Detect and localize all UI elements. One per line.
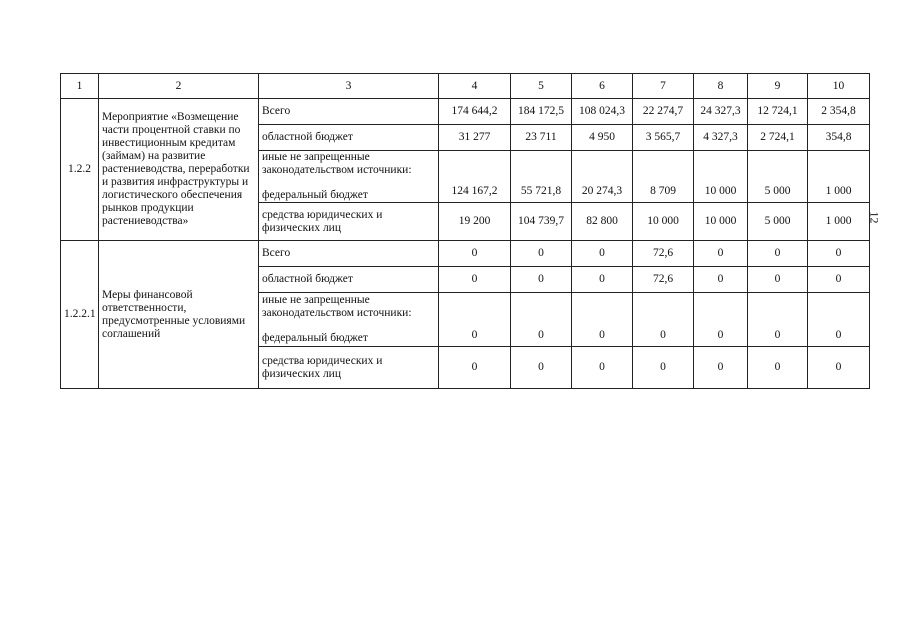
value-cell: 23 711 bbox=[511, 125, 572, 151]
source-label: Всего bbox=[259, 99, 439, 125]
value-cell: 10 000 bbox=[633, 203, 694, 241]
col-header-3: 3 bbox=[259, 74, 439, 99]
col-header-7: 7 bbox=[633, 74, 694, 99]
budget-table bbox=[60, 73, 870, 389]
value-cell: 0 bbox=[633, 347, 694, 389]
value-cell: 0 bbox=[439, 241, 511, 267]
value-cell: 1 000 bbox=[808, 151, 870, 203]
value-cell: 0 bbox=[748, 241, 808, 267]
value-cell: 24 327,3 bbox=[694, 99, 748, 125]
value-cell: 0 bbox=[694, 293, 748, 347]
other-sources-header: иные не запрещенные законодательством источники: bbox=[262, 294, 412, 319]
value-cell: 19 200 bbox=[439, 203, 511, 241]
value-cell: 0 bbox=[572, 267, 633, 293]
source-label: областной бюджет bbox=[259, 125, 439, 151]
page-number: 12 bbox=[867, 211, 882, 224]
col-header-2: 2 bbox=[99, 74, 259, 99]
value-cell: 0 bbox=[572, 347, 633, 389]
table-row bbox=[61, 99, 870, 125]
col-header-6: 6 bbox=[572, 74, 633, 99]
value-cell: 184 172,5 bbox=[511, 99, 572, 125]
value-cell: 0 bbox=[694, 241, 748, 267]
value-cell: 72,6 bbox=[633, 241, 694, 267]
value-cell: 0 bbox=[511, 347, 572, 389]
header-row bbox=[61, 74, 870, 99]
value-cell: 2 354,8 bbox=[808, 99, 870, 125]
value-cell: 55 721,8 bbox=[511, 151, 572, 203]
value-cell: 0 bbox=[572, 293, 633, 347]
value-cell: 0 bbox=[748, 267, 808, 293]
value-cell: 10 000 bbox=[694, 151, 748, 203]
value-cell: 124 167,2 bbox=[439, 151, 511, 203]
value-cell: 0 bbox=[808, 293, 870, 347]
value-cell: 22 274,7 bbox=[633, 99, 694, 125]
value-cell: 4 950 bbox=[572, 125, 633, 151]
value-cell: 0 bbox=[439, 347, 511, 389]
source-label-group bbox=[259, 293, 439, 347]
value-cell: 0 bbox=[808, 347, 870, 389]
value-cell: 0 bbox=[511, 293, 572, 347]
col-header-4: 4 bbox=[439, 74, 511, 99]
item-code: 1.2.2 bbox=[61, 99, 99, 241]
value-cell: 82 800 bbox=[572, 203, 633, 241]
value-cell: 174 644,2 bbox=[439, 99, 511, 125]
value-cell: 3 565,7 bbox=[633, 125, 694, 151]
col-header-1: 1 bbox=[61, 74, 99, 99]
source-label: областной бюджет bbox=[259, 267, 439, 293]
value-cell: 12 724,1 bbox=[748, 99, 808, 125]
item-name: Меры финансовой ответственности, предусмотренные условиями соглашений bbox=[99, 241, 259, 389]
col-header-5: 5 bbox=[511, 74, 572, 99]
value-cell: 0 bbox=[633, 293, 694, 347]
col-header-8: 8 bbox=[694, 74, 748, 99]
col-header-9: 9 bbox=[748, 74, 808, 99]
item-name: Мероприятие «Возмещение части процентной ставки по инвестиционным кредитам (займам) на развитие растениеводства, переработки и развития инфраструктуры и логистического обеспечения рынков продукции растениеводства» bbox=[99, 99, 259, 241]
federal-budget-label: федеральный бюджет bbox=[262, 189, 368, 201]
value-cell: 0 bbox=[572, 241, 633, 267]
value-cell: 0 bbox=[439, 293, 511, 347]
value-cell: 0 bbox=[808, 267, 870, 293]
value-cell: 5 000 bbox=[748, 203, 808, 241]
federal-budget-label: федеральный бюджет bbox=[262, 332, 368, 344]
value-cell: 2 724,1 bbox=[748, 125, 808, 151]
value-cell: 0 bbox=[511, 267, 572, 293]
value-cell: 5 000 bbox=[748, 151, 808, 203]
value-cell: 20 274,3 bbox=[572, 151, 633, 203]
table-row bbox=[61, 241, 870, 267]
value-cell: 0 bbox=[511, 241, 572, 267]
value-cell: 0 bbox=[694, 267, 748, 293]
value-cell: 8 709 bbox=[633, 151, 694, 203]
value-cell: 31 277 bbox=[439, 125, 511, 151]
source-label: средства юридических и физических лиц bbox=[259, 203, 439, 241]
source-label: Всего bbox=[259, 241, 439, 267]
value-cell: 0 bbox=[808, 241, 870, 267]
col-header-10: 10 bbox=[808, 74, 870, 99]
value-cell: 0 bbox=[748, 347, 808, 389]
value-cell: 1 000 bbox=[808, 203, 870, 241]
value-cell: 72,6 bbox=[633, 267, 694, 293]
value-cell: 0 bbox=[694, 347, 748, 389]
source-label-group bbox=[259, 151, 439, 203]
value-cell: 10 000 bbox=[694, 203, 748, 241]
value-cell: 0 bbox=[748, 293, 808, 347]
item-code: 1.2.2.1 bbox=[61, 241, 99, 389]
value-cell: 0 bbox=[439, 267, 511, 293]
value-cell: 4 327,3 bbox=[694, 125, 748, 151]
value-cell: 104 739,7 bbox=[511, 203, 572, 241]
source-label: средства юридических и физических лиц bbox=[259, 347, 439, 389]
value-cell: 108 024,3 bbox=[572, 99, 633, 125]
other-sources-header: иные не запрещенные законодательством источники: bbox=[262, 151, 412, 176]
value-cell: 354,8 bbox=[808, 125, 870, 151]
